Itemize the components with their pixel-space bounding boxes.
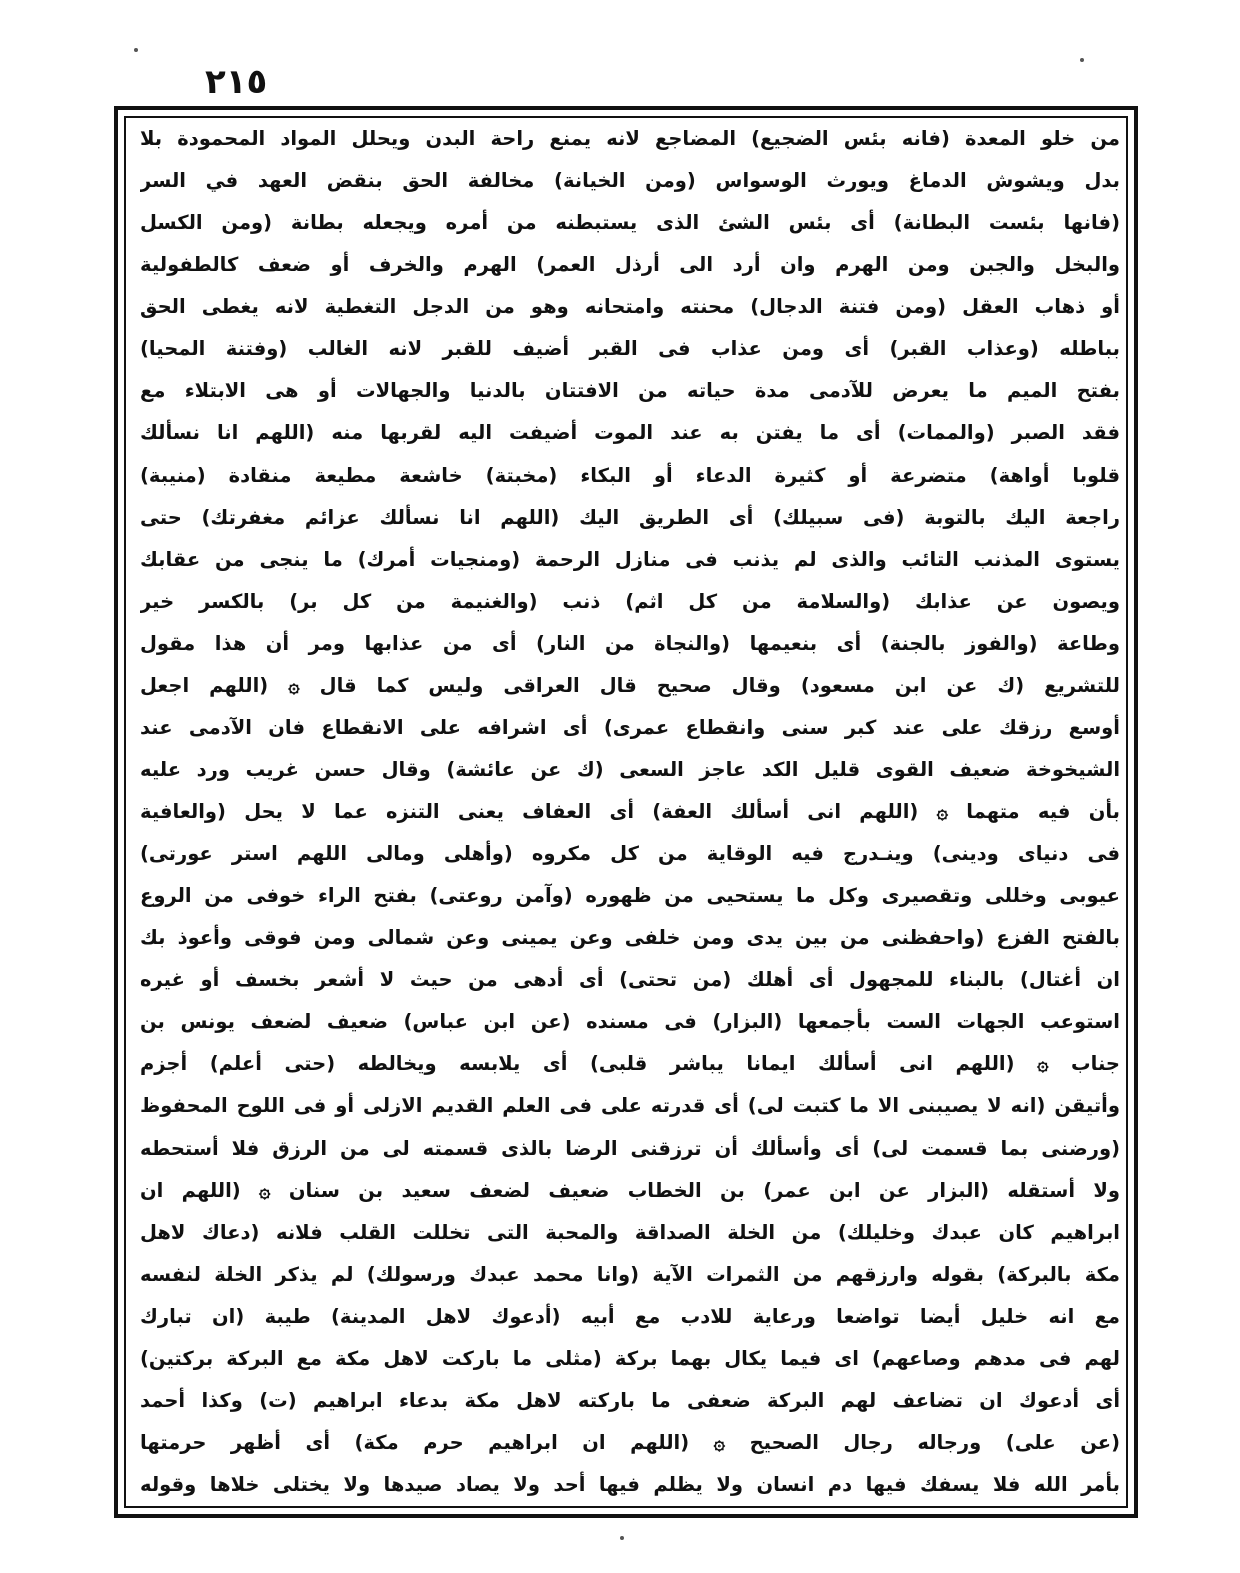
text-line: ابراهيم كان عبدك وخليلك) من الخلة الصداقة والمحبة التى تخللت القلب فلانه (دعاك لاهل [140, 1220, 1120, 1244]
text-line: فقد الصبر (والممات) أى ما يفتن به عند الموت أضيفت اليه لقربها منه (اللهم انا نسألك [140, 421, 1120, 445]
text-line: (عن على) ورجاله رجال الصحيح ۞ (اللهم ان ابراهيم حرم مكة) أى أظهر حرمتها [140, 1430, 1120, 1454]
text-line: ولا أستقله (البزار عن ابن عمر) بن الخطاب ضعيف لضعف سعيد بن سنان ۞ (اللهم ان [140, 1178, 1120, 1202]
text-line: ان أغتال) بالبناء للمجهول أى أهلك (من تحتى) أى أدهى من حيث لا أشعر بخسف أو غيره [140, 968, 1120, 992]
text-line: والبخل والجبن ومن الهرم وان أرد الى أرذل العمر) الهرم والخرف أو ضعف كالطفولية [140, 253, 1120, 277]
text-line: فى دنياى ودينى) وينـدرج فيه الوقاية من كل مكروه (وأهلى ومالى اللهم استر عورتى) [140, 842, 1120, 866]
scan-speck [1080, 58, 1084, 62]
text-line: للتشريع (ك عن ابن مسعود) وقال صحيح قال العراقى وليس كما قال ۞ (اللهم اجعل [140, 673, 1120, 697]
text-line: من خلو المعدة (فانه بئس الضجيع) المضاجع لانه يمنع راحة البدن ويحلل المواد المحمودة بلا [140, 127, 1120, 150]
page-number: ٢١٥ [205, 62, 268, 102]
text-line: بأمر الله فلا يسفك فيها دم انسان ولا يظلم فيها أحد ولا يصاد صيدها ولا يختلى خلاها وقوله [140, 1473, 1120, 1496]
text-line: قلوبا أواهة) متضرعة أو كثيرة الدعاء أو البكاء (مخبتة) خاشعة مطيعة منقادة (منيبة) [140, 463, 1120, 487]
scan-speck [134, 48, 138, 52]
text-line: الشيخوخة ضعيف القوى قليل الكد عاجز السعى (ك عن عائشة) وقال حسن غريب ورد عليه [140, 757, 1120, 781]
text-line: بأن فيه متهما ۞ (اللهم انى أسألك العفة) أى العفاف يعنى التنزه عما لا يحل (والعافية [140, 800, 1120, 823]
text-line: راجعة اليك بالتوبة (فى سبيلك) أى الطريق اليك (اللهم انا نسألك عزائم مغفرتك) حتى [140, 505, 1120, 529]
text-line: عيوبى وخللى وتقصيرى وكل ما يستحيى من ظهوره (وآمن روعتى) بفتح الراء خوفى من الروع [140, 884, 1120, 908]
scan-speck [620, 1536, 624, 1540]
text-line: وطاعة (والفوز بالجنة) أى بنعيمها (والنجاة من النار) أى من عذابها ومر أن هذا مقول [140, 631, 1120, 655]
text-line: (ورضنى بما قسمت لى) أى وأسألك أن ترزقنى الرضا بالذى قسمته لى من الرزق فلا أستحطه [140, 1136, 1120, 1160]
text-line: أو ذهاب العقل (ومن فتنة الدجال) محنته وامتحانه وهو من الدجل التغطية لانه يغطى الحق [140, 295, 1120, 319]
body-text [140, 120, 1120, 1504]
text-line: وأتيقن (انه لا يصيبنى الا ما كتبت لى) أى قدرته على فى العلم القديم الازلى أو فى اللوح المحفوظ [140, 1094, 1120, 1118]
text-line: بفتح الميم ما يعرض للآدمى مدة حياته من الافتتان بالدنيا والجهالات أو هى الابتلاء مع [140, 379, 1120, 403]
text-line: يستوى المذنب التائب والذى لم يذنب فى منازل الرحمة (ومنجيات أمرك) ما ينجى من عقابك [140, 547, 1120, 571]
text-line: بالفتح الفزع (واحفظنى من بين يدى ومن خلفى وعن يمينى وعن شمالى ومن فوقى وأعوذ بك [140, 926, 1120, 950]
text-line: مكة بالبركة) بقوله وارزقهم من الثمرات الآية (وانا محمد عبدك ورسولك) لم يذكر الخلة لنفسه [140, 1262, 1120, 1286]
text-line: ويصون عن عذابك (والسلامة من كل اثم) ذنب (والغنيمة من كل بر) بالكسر خير [140, 589, 1120, 613]
text-line: لهم فى مدهم وصاعهم) اى فيما يكال بهما بركة (مثلى ما باركت لاهل مكة مع البركة بركتين) [140, 1346, 1120, 1370]
text-line: (فانها بئست البطانة) أى بئس الشئ الذى يستبطنه من أمره ويجعله بطانة (ومن الكسل [140, 211, 1120, 235]
text-line: جناب ۞ (اللهم انى أسألك ايمانا يباشر قلبى) أى يلابسه ويخالطه (حتى أعلم) أجزم [140, 1052, 1120, 1076]
text-line: أى أدعوك ان تضاعف لهم البركة ضعفى ما باركته لاهل مكة بدعاء ابراهيم (ت) وكذا أحمد [140, 1388, 1120, 1412]
text-line: بدل ويشوش الدماغ ويورث الوسواس (ومن الخيانة) مخالفة الحق بنقض العهد في السر [140, 169, 1120, 193]
text-line: أوسع رزقك على عند كبر سنى وانقطاع عمرى) أى اشرافه على الانقطاع فان الآدمى عند [140, 715, 1120, 739]
text-line: بباطله (وعذاب القبر) أى ومن عذاب فى القبر أضيف للقبر لانه الغالب (وفتنة المحيا) [140, 337, 1120, 361]
text-line: مع انه خليل أيضا تواضعا ورعاية للادب مع أبيه (أدعوك لاهل المدينة) طيبة (ان تبارك [140, 1304, 1120, 1328]
text-line: استوعب الجهات الست بأجمعها (البزار) فى مسنده (عن ابن عباس) ضعيف لضعف يونس بن [140, 1010, 1120, 1034]
